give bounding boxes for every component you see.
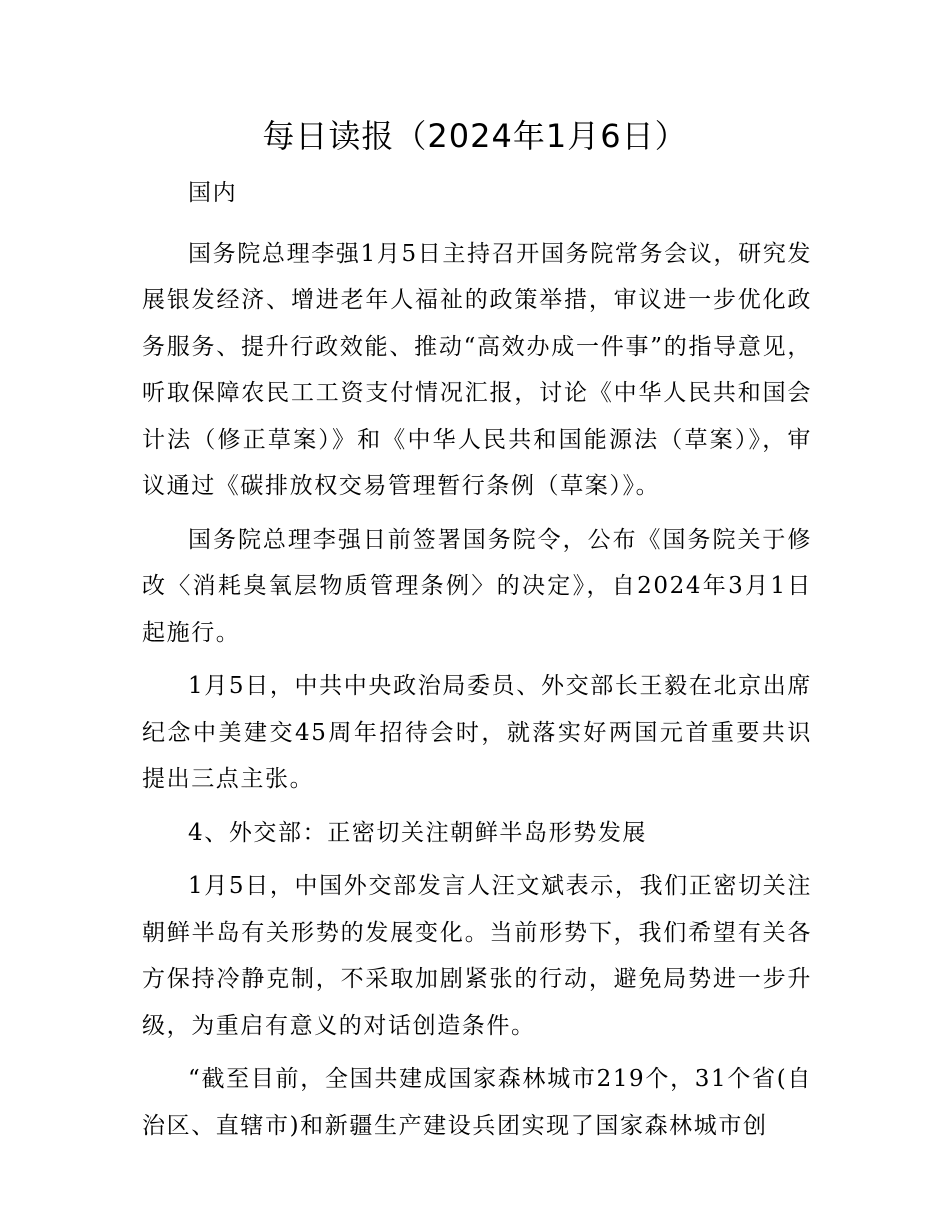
paragraph-forest-cities: “截至目前，全国共建成国家森林城市219个，31个省(自治区、直辖市)和新疆生产建设兵团实现了国家森林城市创 xyxy=(142,1066,812,1139)
paragraph-wang-yi-reception: 1月5日，中共中央政治局委员、外交部长王毅在北京出席纪念中美建交45周年招待会时，就落实好两国元首重要共识提出三点主张。 xyxy=(142,673,812,792)
paragraph-mfa-heading: 4、外交部：正密切关注朝鲜半岛形势发展 xyxy=(188,819,648,846)
paragraph-state-council-decree: 国务院总理李强日前签署国务院令，公布《国务院关于修改〈消耗臭氧层物质管理条例〉的决定》，自2024年3月1日起施行。 xyxy=(142,526,812,646)
document-body xyxy=(142,170,812,1149)
document-title: 每日读报（2024年1月6日） xyxy=(262,117,688,155)
paragraph-mfa-statement: 1月5日，中国外交部发言人汪文斌表示，我们正密切关注朝鲜半岛有关形势的发展变化。当前形势下，我们希望有关各方保持冷静克制，不采取加剧紧张的行动，避免局势进一步升级，为重启有意义的对话创造条件。 xyxy=(142,873,812,1039)
paragraph-state-council-meeting: 国务院总理李强1月5日主持召开国务院常务会议，研究发展银发经济、增进老年人福祉的政策举措，审议进一步优化政务服务、提升行政效能、推动“高效办成一件事”的指导意见，听取保障农民工工资支付情况汇报，讨论《中华人民共和国会计法（修正草案）》和《中华人民共和国能源法（草案）》，审议通过《碳排放权交易管理暂行条例（草案）》。 xyxy=(142,240,812,499)
section-label: 国内 xyxy=(188,180,238,206)
